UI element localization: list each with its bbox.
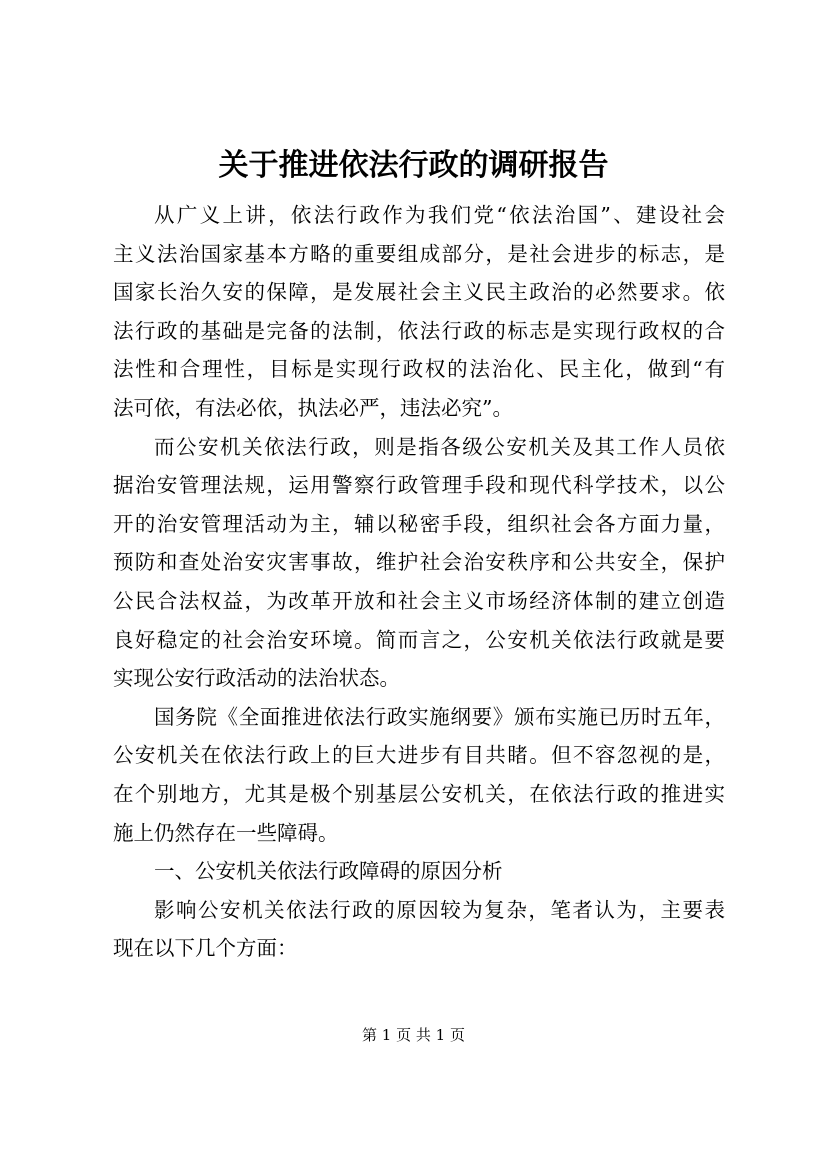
paragraph-line: 国家长治久安的保障，是发展社会主义民主政治的必然要求。依 [113,280,725,305]
paragraph-line: 实现公安行政活动的法治状态。 [113,666,400,691]
paragraph-line: 公民合法权益，为改革开放和社会主义市场经济体制的建立创造 [113,588,725,613]
paragraph-line: 从广义上讲，依法行政作为我们党“依法治国”、建设社会 [154,203,725,227]
paragraph-line: 法性和合理性，目标是实现行政权的法治化、民主化，做到“有 [113,357,725,382]
paragraph-line: 影响公安机关依法行政的原因较为复杂，笔者认为，主要表 [154,897,725,922]
paragraph-line: 施上仍然存在一些障碍。 [113,820,339,845]
section-heading: 一、公安机关依法行政障碍的原因分析 [154,859,503,884]
paragraph-line: 法可依，有法必依，执法必严，违法必究”。 [113,395,513,420]
paragraph-line: 预防和查处治安灾害事故，维护社会治安秩序和公共安全，保护 [113,550,725,575]
paragraph-line: 国务院《全面推进依法行政实施纲要》颁布实施已历时五年， [154,704,725,729]
paragraph-line: 据治安管理法规，运用警察行政管理手段和现代科学技术，以公 [113,473,725,498]
paragraph-line: 而公安机关依法行政，则是指各级公安机关及其工作人员依 [154,434,725,459]
paragraph-line: 现在以下几个方面： [113,936,298,961]
paragraph-line: 公安机关在依法行政上的巨大进步有目共睹。但不容忽视的是， [113,743,725,768]
paragraph-line: 开的治安管理活动为主，辅以秘密手段，组织社会各方面力量， [113,511,725,536]
document-title: 关于推进依法行政的调研报告 [218,148,609,183]
paragraph-line: 良好稳定的社会治安环境。简而言之，公安机关依法行政就是要 [113,627,725,652]
page-number: 第 1 页 共 1 页 [362,1026,465,1044]
paragraph-line: 法行政的基础是完备的法制，依法行政的标志是实现行政权的合 [113,318,725,343]
paragraph-line: 主义法治国家基本方略的重要组成部分，是社会进步的标志，是 [113,241,725,266]
paragraph-line: 在个别地方，尤其是极个别基层公安机关，在依法行政的推进实 [113,781,725,806]
document-body [113,196,725,968]
